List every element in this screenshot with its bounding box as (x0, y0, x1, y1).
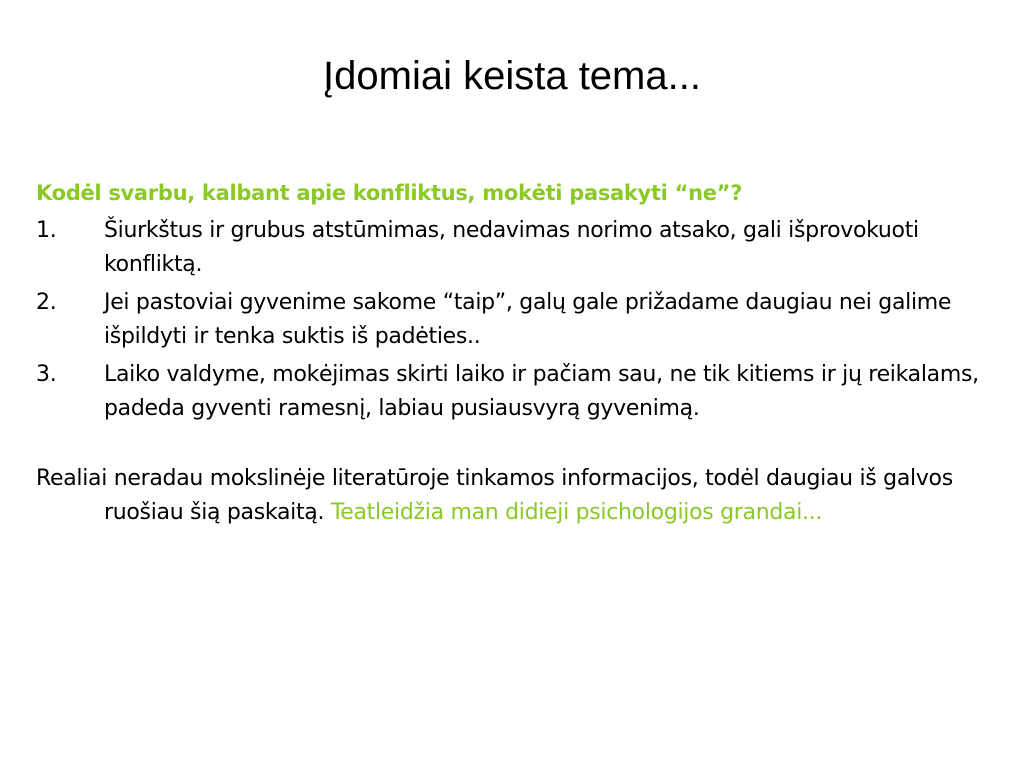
closing-highlight: Teatleidžia man didieji psichologijos grandai... (330, 500, 823, 525)
closing-text: Realiai neradau mokslinėje literatūroje tinkamos informacijos, todėl daugiau iš galvos ruošiau šią paskaitą. (36, 466, 953, 525)
list-item (36, 358, 986, 426)
list-item-number: 2. (36, 290, 57, 315)
closing-paragraph (36, 462, 986, 530)
numbered-list (36, 214, 986, 426)
list-item-text: Šiurkštus ir grubus atstūmimas, nedavimas norimo atsako, gali išprovokuoti konfliktą. (104, 218, 919, 277)
list-item (36, 286, 986, 354)
list-item-text: Laiko valdyme, mokėjimas skirti laiko ir pačiam sau, ne tik kitiems ir jų reikalams, padeda gyventi ramesnį, labiau pusiausvyrą gyvenimą. (104, 362, 979, 421)
list-item-number: 3. (36, 362, 57, 387)
slide-body (36, 176, 986, 552)
list-item-number: 1. (36, 218, 57, 243)
slide-title: Įdomiai keista tema... (323, 54, 701, 98)
list-item-text: Jei pastoviai gyvenime sakome “taip”, galų gale prižadame daugiau nei galime išpildyti ir tenka suktis iš padėties.. (104, 290, 952, 349)
list-item (36, 214, 986, 282)
subheading: Kodėl svarbu, kalbant apie konfliktus, mokėti pasakyti “ne”? (36, 181, 743, 205)
